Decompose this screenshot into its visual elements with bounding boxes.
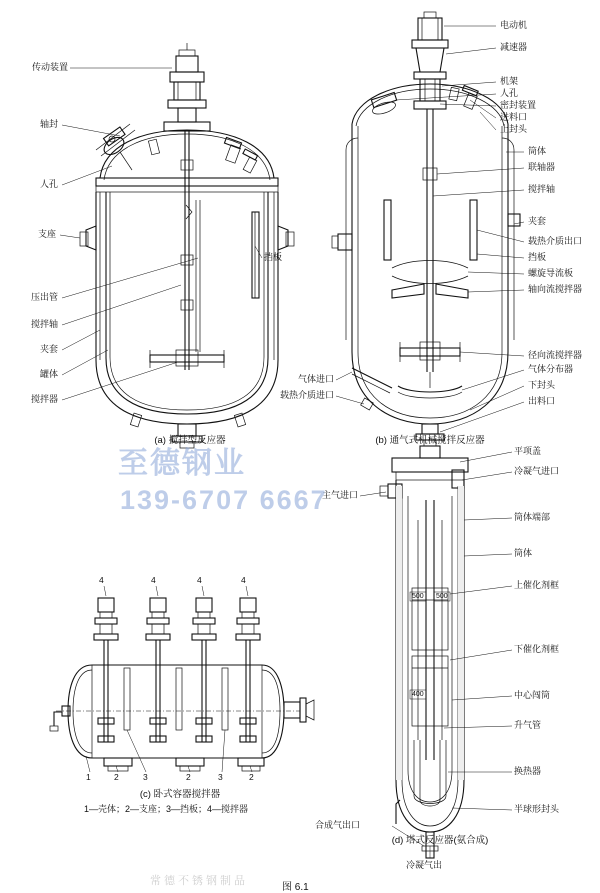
label-b-coupling: 联轴器 (528, 162, 556, 172)
label-d-hemispherical-head: 半球形封头 (514, 804, 560, 814)
label-a-baffle: 挡板 (264, 252, 283, 262)
label-d-synthesis-gas-outlet: 合成气出口 (314, 820, 360, 830)
label-a-jacket: 夹套 (39, 344, 58, 354)
label-d-shell: 筒体 (514, 548, 533, 558)
callout-c-bottom-5: 3 (218, 772, 223, 782)
label-b-upper-head: 上封头 (500, 124, 528, 134)
callout-c-top-3: 4 (197, 575, 202, 585)
label-a-stirring-shaft: 搅拌轴 (30, 319, 58, 329)
label-d-shell-end: 筒体端部 (514, 512, 551, 522)
label-b-radial-flow-impeller: 径向流搅拌器 (528, 350, 583, 360)
label-a-tank-body: 罐体 (39, 369, 58, 379)
panel-c-drawing (50, 586, 314, 772)
label-a-manhole: 人孔 (39, 179, 58, 189)
callout-c-bottom-6: 2 (249, 772, 254, 782)
label-b-manhole: 人孔 (500, 88, 519, 98)
callout-c-top-4: 4 (241, 575, 246, 585)
label-a-shaft-seal: 轴封 (39, 119, 58, 129)
caption-panel-c: (c) 卧式容器搅拌器 (139, 789, 221, 800)
callout-c-bottom-3: 3 (143, 772, 148, 782)
inner-number-1: 500 (412, 593, 424, 600)
ghost-watermark: 常德不锈钢制品 (150, 875, 248, 887)
label-d-riser-pipe: 升气管 (514, 720, 542, 730)
panel-a-drawing (60, 43, 294, 448)
label-b-jacket: 夹套 (528, 216, 547, 226)
callout-c-top-1: 4 (99, 575, 104, 585)
inner-number-2: 500 (436, 593, 448, 600)
label-b-frame: 机架 (500, 76, 519, 86)
callout-c-top-2: 4 (151, 575, 156, 585)
manhole-a (96, 124, 135, 170)
panel-d-drawing (360, 440, 512, 858)
figure-number: 图 6.1 (282, 882, 309, 893)
label-b-feed-inlet: 进料口 (500, 112, 528, 122)
label-d-condensate-gas-outlet: 冷凝气出 (406, 860, 443, 870)
label-b-reducer: 减速器 (500, 42, 528, 52)
label-d-flat-top-cover: 平项盖 (514, 446, 542, 456)
label-b-helical-guide-plate: 螺旋导流板 (528, 268, 574, 278)
label-a-discharge-pipe: 压出管 (30, 292, 58, 302)
watermark-phone: 139-6707 6667 (120, 485, 328, 515)
label-d-heat-exchanger: 换热器 (514, 766, 542, 776)
label-a-impeller: 搅拌器 (30, 394, 58, 404)
label-b-shell: 筒体 (528, 146, 547, 156)
label-b-heat-medium-inlet: 载热介质进口 (279, 390, 334, 400)
label-b-gas-distributor: 气体分布器 (528, 364, 574, 374)
label-b-gas-inlet: 气体进口 (297, 374, 334, 384)
callout-c-bottom-4: 2 (186, 772, 191, 782)
label-b-heat-medium-outlet: 载热介质出口 (528, 236, 583, 246)
impeller-a (150, 350, 224, 368)
inner-number-3: 400 (412, 691, 424, 698)
caption-panel-a: (a) 搅拌型反应器 (154, 435, 226, 446)
caption-panel-d: (d) 塔式反应器(氨合成) (391, 835, 489, 846)
callout-c-bottom-2: 2 (114, 772, 119, 782)
label-b-baffle: 挡板 (528, 252, 547, 262)
legend-panel-c: 1—壳体；2—支座；3—挡板；4—搅拌器 (84, 804, 249, 814)
label-d-main-gas-inlet: 主气进口 (321, 490, 358, 500)
radial-impeller-b (400, 342, 460, 362)
panel-b-drawing (332, 12, 524, 440)
label-d-condensate-gas-inlet: 冷凝气进口 (514, 466, 560, 476)
watermark-company: 至德钢业 (118, 447, 246, 480)
label-d-central-tube: 中心闯筒 (514, 690, 551, 700)
label-b-discharge-outlet: 出料口 (528, 396, 556, 406)
label-b-stirring-shaft: 搅拌轴 (528, 184, 556, 194)
label-b-lower-head: 下封头 (528, 380, 556, 390)
axial-impeller-b (392, 284, 468, 298)
label-a-drive-unit: 传动装置 (31, 62, 68, 72)
caption-panel-b: (b) 通气式机械搅拌反应器 (375, 435, 485, 446)
label-b-motor: 电动机 (500, 20, 528, 30)
label-b-seal-device: 密封装置 (500, 100, 537, 110)
label-d-upper-catalyst-basket: 上催化剂框 (514, 580, 560, 590)
label-a-support: 支座 (37, 229, 56, 239)
callout-c-bottom-1: 1 (86, 772, 91, 782)
label-d-lower-catalyst-basket: 下催化剂框 (514, 644, 560, 654)
label-b-axial-flow-impeller: 轴向流搅拌器 (528, 284, 583, 294)
